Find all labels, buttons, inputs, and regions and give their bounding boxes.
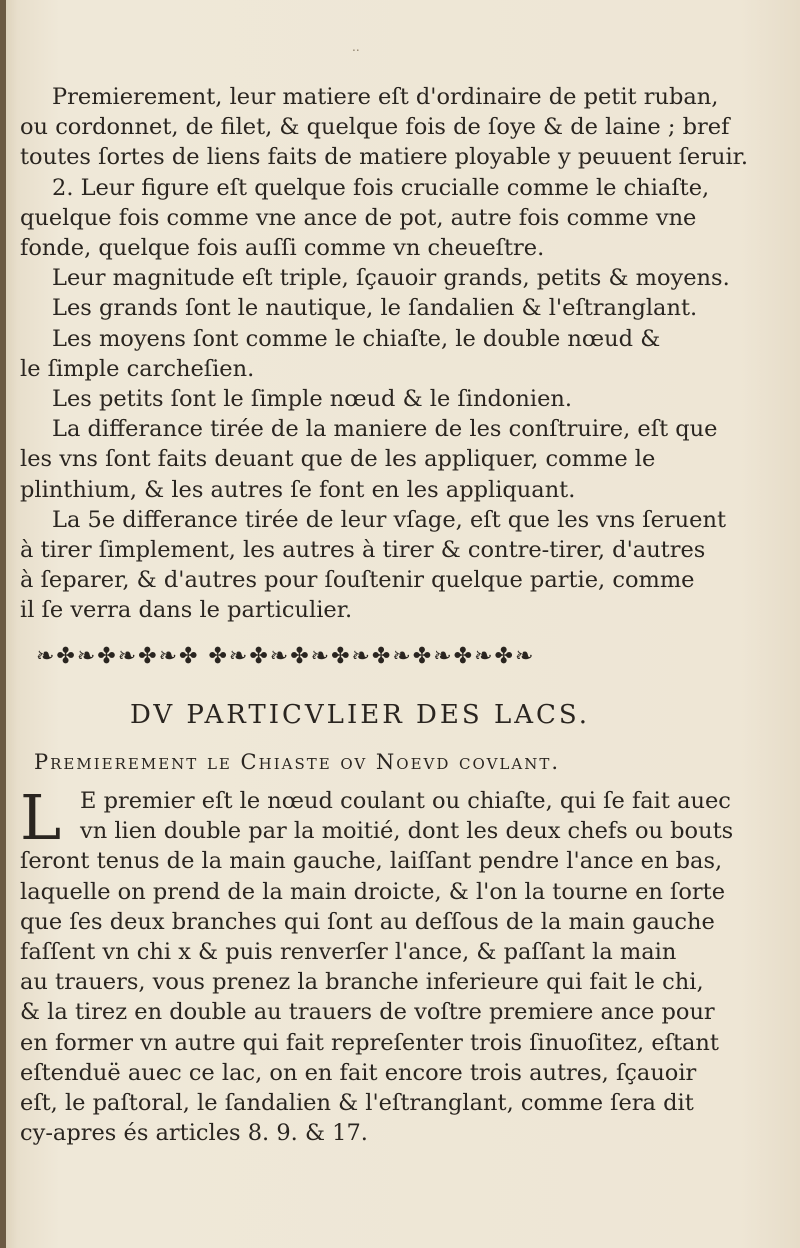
text-line: Premierement, leur matiere eſt d'ordinaire de petit ruban, [52, 84, 719, 110]
text-line: Les moyens ſont comme le chiaſte, le double nœud & [52, 325, 661, 352]
text-line: fonde, quelque fois auſſi comme vn cheueſtre. [20, 235, 545, 262]
text-line: que ſes deux branches qui ſont au deſſous de la main gauche [20, 908, 715, 935]
text-line: toutes ſortes de liens faits de matiere ployable y peuuent ſeruir. [20, 144, 749, 171]
text-line: eſtenduë auec ce lac, on en fait encore trois autres, ſçauoir [20, 1059, 697, 1086]
text-line: & la tirez en double au trauers de voſtre premiere ance pour [20, 999, 715, 1026]
text-line: Leur magnitude eſt triple, ſçauoir grands, petits & moyens. [52, 265, 730, 292]
text-line: cy-apres és articles 8. 9. & 17. [20, 1120, 368, 1147]
body-text [20, 82, 749, 626]
text-line: La 5e differance tirée de leur vſage, eſt que les vns ſeruent [52, 506, 727, 533]
text-line: les vns ſont faits deuant que de les appliquer, comme le [20, 446, 656, 473]
text-line: il ſe verra dans le particulier. [20, 597, 353, 624]
text-line: 2. Leur figure eſt quelque fois crucialle comme le chiaſte, [52, 174, 710, 201]
binding-gutter [0, 0, 6, 1248]
text-line: plinthium, & les autres ſe font en les appliquant. [20, 476, 576, 503]
text-line: Les grands ſont le nautique, le ſandalien & l'eſtranglant. [52, 295, 698, 322]
page-mark: .. [352, 40, 360, 54]
text-line: eſt, le paſtoral, le ſandalien & l'eſtranglant, comme ſera dit [20, 1090, 694, 1117]
text-line: faſſent vn chi x & puis renverſer l'ance, & paſſant la main [20, 939, 677, 966]
text-line: quelque fois comme vne ance de pot, autre fois comme vne [20, 204, 697, 231]
text-line: le ſimple carcheſien. [20, 355, 255, 382]
text-line: La differance tirée de la maniere de les conſtruire, eſt que [52, 416, 718, 443]
text-line: Les petits ſont le ſimple nœud & le ſindonien. [52, 386, 573, 413]
text-line: au trauers, vous prenez la branche inferieure qui fait le chi, [20, 969, 704, 996]
text-line: à ſeparer, & d'autres pour ſouſtenir quelque partie, comme [20, 567, 695, 594]
section-body [20, 781, 734, 1148]
drop-cap: L [20, 781, 62, 854]
text-line: vn lien double par la moitié, dont les deux chefs ou bouts [80, 818, 734, 845]
text-line: ou cordonnet, de filet, & quelque fois de ſoye & de laine ; bref [20, 114, 730, 141]
text-line: ſeront tenus de la main gauche, laiſſant pendre l'ance en bas, [20, 848, 723, 875]
section-heading: DV PARTICVLIER DES LACS. [129, 700, 591, 730]
text-line: à tirer ſimplement, les autres à tirer & contre-tirer, d'autres [20, 537, 706, 564]
section-subheading: Premierement le Chiaste ov Noevd covlant. [34, 750, 561, 774]
text-line: en former vn autre qui fait repreſenter trois ſinuoſitez, eſtant [20, 1029, 719, 1056]
text-line: laquelle on prend de la main droicte, & l'on la tourne en ſorte [20, 878, 726, 905]
decorative-ornament-band: ❧✤❧✤❧✤❧✤ ✤❧✤❧✤❧✤❧✤❧✤❧✤❧✤❧ [36, 644, 536, 669]
text-line: E premier eſt le nœud coulant ou chiaſte, qui ſe fait auec [80, 788, 731, 814]
